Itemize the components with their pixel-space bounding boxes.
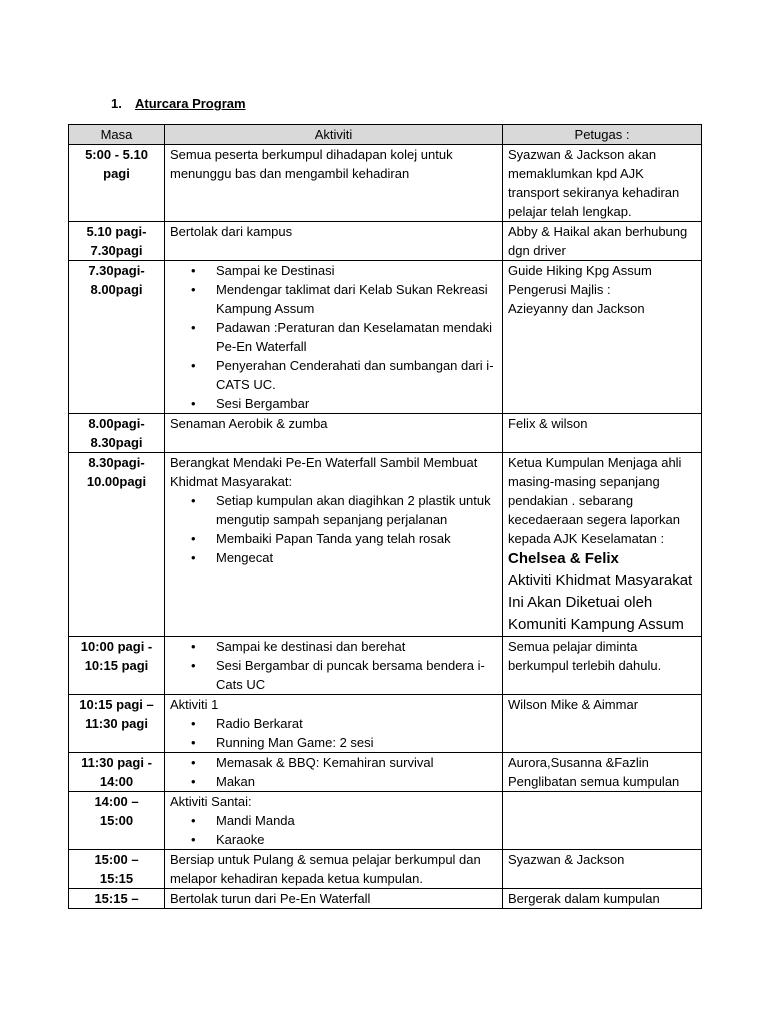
aktiviti-text: Semua peserta berkumpul dihadapan kolej untuk menunggu bas dan mengambil kehadiran	[170, 147, 453, 181]
masa-line: 15:00 –	[94, 852, 139, 867]
cell-masa	[69, 637, 165, 695]
cell-petugas	[503, 145, 702, 222]
list-item: • Memasak & BBQ: Kemahiran survival	[216, 753, 497, 772]
header-petugas: Petugas :	[503, 125, 702, 145]
petugas-text: Abby & Haikal akan berhubung dgn driver	[508, 224, 688, 258]
petugas-text: Azieyanny dan Jackson	[508, 301, 645, 316]
petugas-highlight: Chelsea & Felix	[508, 550, 619, 567]
list-item: • Membaiki Papan Tanda yang telah rosak	[216, 529, 497, 548]
petugas-text: Felix & wilson	[508, 416, 588, 431]
aktiviti-text: Aktiviti 1	[170, 697, 219, 712]
table-header-row	[69, 125, 702, 145]
cell-masa	[69, 261, 165, 414]
cell-aktiviti	[165, 453, 503, 637]
list-item: • Sampai ke destinasi dan berehat	[216, 637, 497, 656]
cell-petugas	[503, 850, 702, 889]
cell-masa	[69, 753, 165, 792]
table-row	[69, 850, 702, 889]
cell-aktiviti	[165, 261, 503, 414]
masa-line: 10:00 pagi -	[80, 639, 153, 654]
cell-aktiviti	[165, 753, 503, 792]
cell-petugas	[503, 889, 702, 909]
cell-aktiviti	[165, 414, 503, 453]
aktiviti-list	[170, 637, 497, 694]
list-item: • Makan	[216, 772, 497, 791]
petugas-note: Aktiviti Khidmat Masyarakat Ini Akan Diketuai oleh Komuniti Kampung Assum	[508, 572, 693, 633]
table-row	[69, 414, 702, 453]
aktiviti-text: Bersiap untuk Pulang & semua pelajar berkumpul dan melapor kehadiran kepada ketua kumpulan.	[170, 852, 481, 886]
list-item: • Mengecat	[216, 548, 497, 567]
masa-line: 15:00	[99, 813, 134, 828]
masa-line: 7.30pagi-	[88, 263, 145, 278]
aktiviti-text: Aktiviti Santai:	[170, 794, 252, 809]
table-row	[69, 145, 702, 222]
list-item: • Sesi Bergambar di puncak bersama bendera i-Cats UC	[216, 656, 497, 694]
list-item: • Mandi Manda	[216, 811, 497, 830]
cell-masa	[69, 792, 165, 850]
list-item: • Running Man Game: 2 sesi	[216, 733, 497, 752]
cell-masa	[69, 453, 165, 637]
petugas-text: Pengerusi Majlis :	[508, 282, 611, 297]
table-row	[69, 261, 702, 414]
table-row	[69, 889, 702, 909]
table-row	[69, 637, 702, 695]
list-item: • Radio Berkarat	[216, 714, 497, 733]
cell-aktiviti	[165, 850, 503, 889]
petugas-text: Guide Hiking Kpg Assum	[508, 263, 652, 278]
petugas-text: Ketua Kumpulan Menjaga ahli masing-masing sepanjang pendakian . sebarang kecedaeraan segera laporkan kepada AJK Keselamatan :	[508, 455, 682, 546]
petugas-text: Aurora,Susanna &Fazlin	[508, 755, 649, 770]
masa-line: 8.00pagi	[90, 282, 143, 297]
aktiviti-text: Bertolak turun dari Pe-En Waterfall	[170, 891, 371, 906]
list-item: • Setiap kumpulan akan diagihkan 2 plastik untuk mengutip sampah sepanjang perjalanan	[216, 491, 497, 529]
masa-line: 8.30pagi	[90, 435, 143, 450]
cell-petugas	[503, 453, 702, 637]
table-row	[69, 453, 702, 637]
masa-line: 5.10 pagi-	[86, 224, 147, 239]
aktiviti-text: Senaman Aerobik & zumba	[170, 416, 328, 431]
masa-line: 15:15	[99, 871, 134, 886]
cell-petugas	[503, 637, 702, 695]
aktiviti-list	[170, 491, 497, 567]
masa-line: pagi	[103, 166, 130, 181]
cell-aktiviti	[165, 792, 503, 850]
list-item: • Sesi Bergambar	[216, 394, 497, 413]
masa-line: 8.00pagi-	[88, 416, 145, 431]
cell-masa	[69, 695, 165, 753]
aktiviti-list	[170, 261, 497, 413]
list-item: • Mendengar taklimat dari Kelab Sukan Rekreasi Kampung Assum	[216, 280, 497, 318]
masa-line: 15:15 –	[94, 891, 139, 906]
section-title: Aturcara Program	[135, 96, 246, 111]
cell-petugas	[503, 753, 702, 792]
masa-line: 10:15 pagi	[84, 658, 149, 673]
list-item: • Sampai ke Destinasi	[216, 261, 497, 280]
section-number: 1.	[111, 96, 122, 111]
list-item: • Karaoke	[216, 830, 497, 849]
schedule-table	[68, 124, 702, 909]
petugas-text: Bergerak dalam kumpulan	[508, 891, 660, 906]
table-row	[69, 695, 702, 753]
cell-petugas	[503, 792, 702, 850]
list-item: • Penyerahan Cenderahati dan sumbangan dari i-CATS UC.	[216, 356, 497, 394]
cell-aktiviti	[165, 637, 503, 695]
petugas-text: Penglibatan semua kumpulan	[508, 774, 680, 789]
petugas-text: Syazwan & Jackson akan memaklumkan kpd AJK transport sekiranya kehadiran pelajar telah lengkap.	[508, 147, 680, 219]
masa-line: 14:00 –	[94, 794, 139, 809]
masa-line: 10:15 pagi –	[79, 697, 154, 712]
aktiviti-list	[170, 811, 497, 849]
cell-petugas	[503, 222, 702, 261]
table-row	[69, 753, 702, 792]
cell-masa	[69, 889, 165, 909]
cell-petugas	[503, 261, 702, 414]
header-masa: Masa	[69, 125, 165, 145]
masa-line: 5:00 - 5.10	[85, 147, 148, 162]
masa-line: 8.30pagi-	[88, 455, 145, 470]
cell-aktiviti	[165, 222, 503, 261]
masa-line: 14:00	[99, 774, 134, 789]
cell-masa	[69, 145, 165, 222]
cell-petugas	[503, 414, 702, 453]
cell-aktiviti	[165, 695, 503, 753]
masa-line: 11:30 pagi -	[81, 755, 152, 770]
cell-aktiviti	[165, 889, 503, 909]
aktiviti-text: Bertolak dari kampus	[170, 224, 293, 239]
list-item: • Padawan :Peraturan dan Keselamatan mendaki Pe-En Waterfall	[216, 318, 497, 356]
table-row	[69, 792, 702, 850]
masa-line: 10.00pagi	[86, 474, 147, 489]
cell-masa	[69, 850, 165, 889]
section-heading	[111, 94, 246, 113]
cell-aktiviti	[165, 145, 503, 222]
cell-masa	[69, 414, 165, 453]
table-row	[69, 222, 702, 261]
aktiviti-list	[170, 753, 497, 791]
petugas-text: Wilson Mike & Aimmar	[508, 697, 639, 712]
petugas-text: Semua pelajar diminta berkumpul terlebih dahulu.	[508, 639, 662, 673]
masa-line: 7.30pagi	[90, 243, 143, 258]
masa-line: 11:30 pagi	[85, 716, 148, 731]
aktiviti-text: Berangkat Mendaki Pe-En Waterfall Sambil Membuat Khidmat Masyarakat:	[170, 455, 478, 489]
cell-petugas	[503, 695, 702, 753]
aktiviti-list	[170, 714, 497, 752]
petugas-text: Syazwan & Jackson	[508, 852, 625, 867]
cell-masa	[69, 222, 165, 261]
header-aktiviti: Aktiviti	[165, 125, 503, 145]
